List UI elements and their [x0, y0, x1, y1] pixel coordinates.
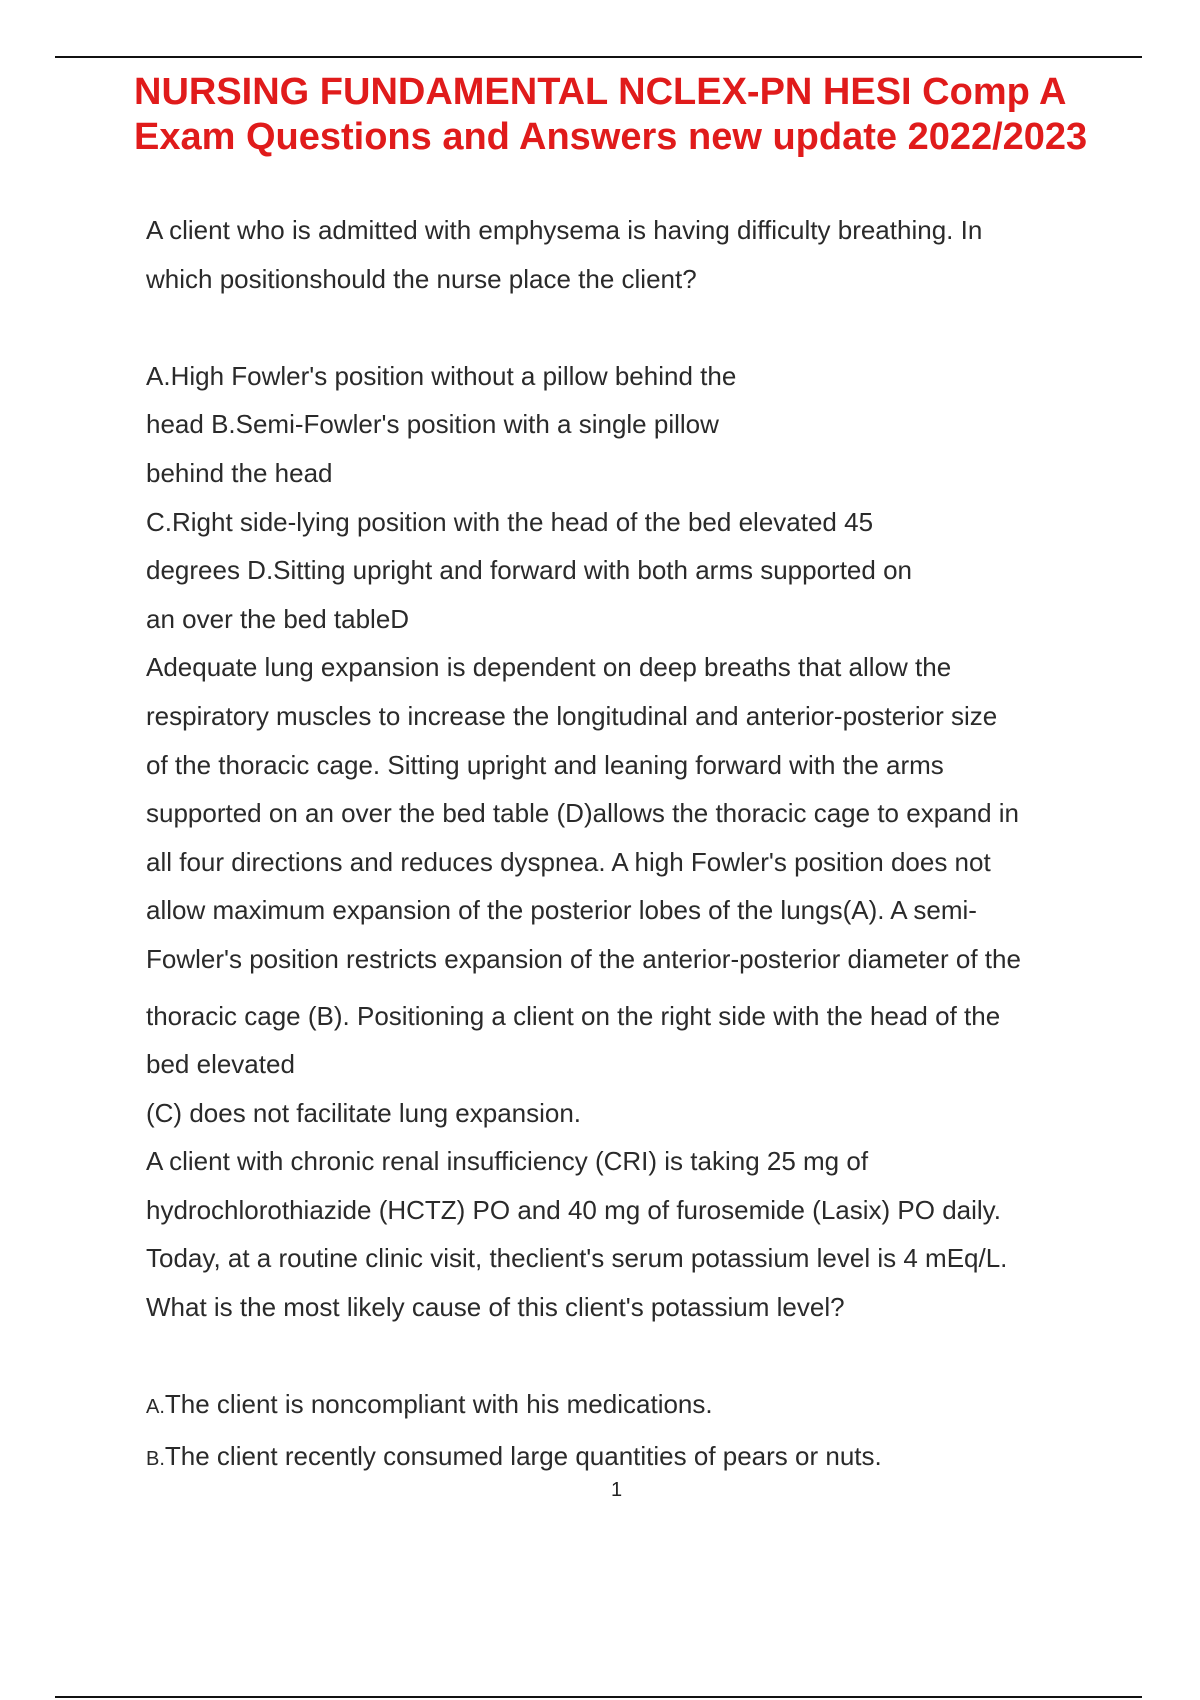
page-number: 1: [610, 1479, 623, 1501]
question-1-answer-line: an over the bed tableD: [146, 603, 410, 634]
rationale-line: bed elevated: [146, 1049, 295, 1080]
question-1-option-line: degrees D.Sitting upright and forward with both arms supported on: [146, 555, 912, 586]
question-1-stem-line: A client who is admitted with emphysema is having difficulty breathing. In: [146, 215, 983, 245]
rationale-line: supported on an over the bed table (D)allows the thoracic cage to expand in: [146, 798, 1019, 829]
option-letter: B.: [146, 1447, 165, 1470]
rationale-line: respiratory muscles to increase the longitudinal and anterior-posterior size: [146, 700, 998, 731]
question-2-option-a: [146, 1380, 1106, 1432]
top-divider: [55, 56, 1142, 58]
option-letter: A.: [146, 1396, 165, 1419]
rationale-line: allow maximum expansion of the posterior lobes of the lungs(A). A semi-: [146, 895, 977, 926]
rationale-line: all four directions and reduces dyspnea. A high Fowler's position does not: [146, 846, 991, 877]
bottom-divider: [55, 1696, 1142, 1698]
document-body: [146, 206, 1106, 1483]
question-1-option-line: head B.Semi-Fowler's position with a single pillow: [146, 409, 719, 440]
question-1-option-line: C.Right side-lying position with the head of the bed elevated 45: [146, 506, 874, 537]
question-2-stem-line: Today, at a routine clinic visit, theclient's serum potassium level is 4 mEq/L.: [146, 1243, 1008, 1274]
question-2-stem-line: hydrochlorothiazide (HCTZ) PO and 40 mg of furosemide (Lasix) PO daily.: [146, 1194, 1001, 1225]
question-2-option-b: [146, 1432, 1106, 1484]
question-1-stem-line: which positionshould the nurse place the client?: [146, 263, 697, 294]
rationale-line: (C) does not facilitate lung expansion.: [146, 1097, 582, 1128]
spacer: [146, 303, 1106, 352]
rationale-line: thoracic cage (B). Positioning a client on the right side with the head of the: [146, 1000, 1001, 1031]
rationale-line: of the thoracic cage. Sitting upright and leaning forward with the arms: [146, 749, 944, 780]
spacer: [146, 1332, 1106, 1381]
rationale-line: Fowler's position restricts expansion of the anterior-posterior diameter of the: [146, 943, 1021, 974]
rationale-line: Adequate lung expansion is dependent on deep breaths that allow the: [146, 652, 952, 683]
option-text: The client recently consumed large quantities of pears or nuts.: [164, 1440, 882, 1471]
document-title: NURSING FUNDAMENTAL NCLEX-PN HESI Comp A Exam Questions and Answers new update 2022/2023: [134, 71, 1088, 158]
question-2-stem-line: A client with chronic renal insufficiency (CRI) is taking 25 mg of: [146, 1146, 869, 1177]
option-text: The client is noncompliant with his medications.: [164, 1389, 713, 1420]
question-2-stem-line: What is the most likely cause of this client's potassium level?: [146, 1292, 845, 1323]
question-1-option-line: behind the head: [146, 457, 333, 488]
question-1-option-line: A.High Fowler's position without a pillow behind the: [146, 360, 737, 391]
